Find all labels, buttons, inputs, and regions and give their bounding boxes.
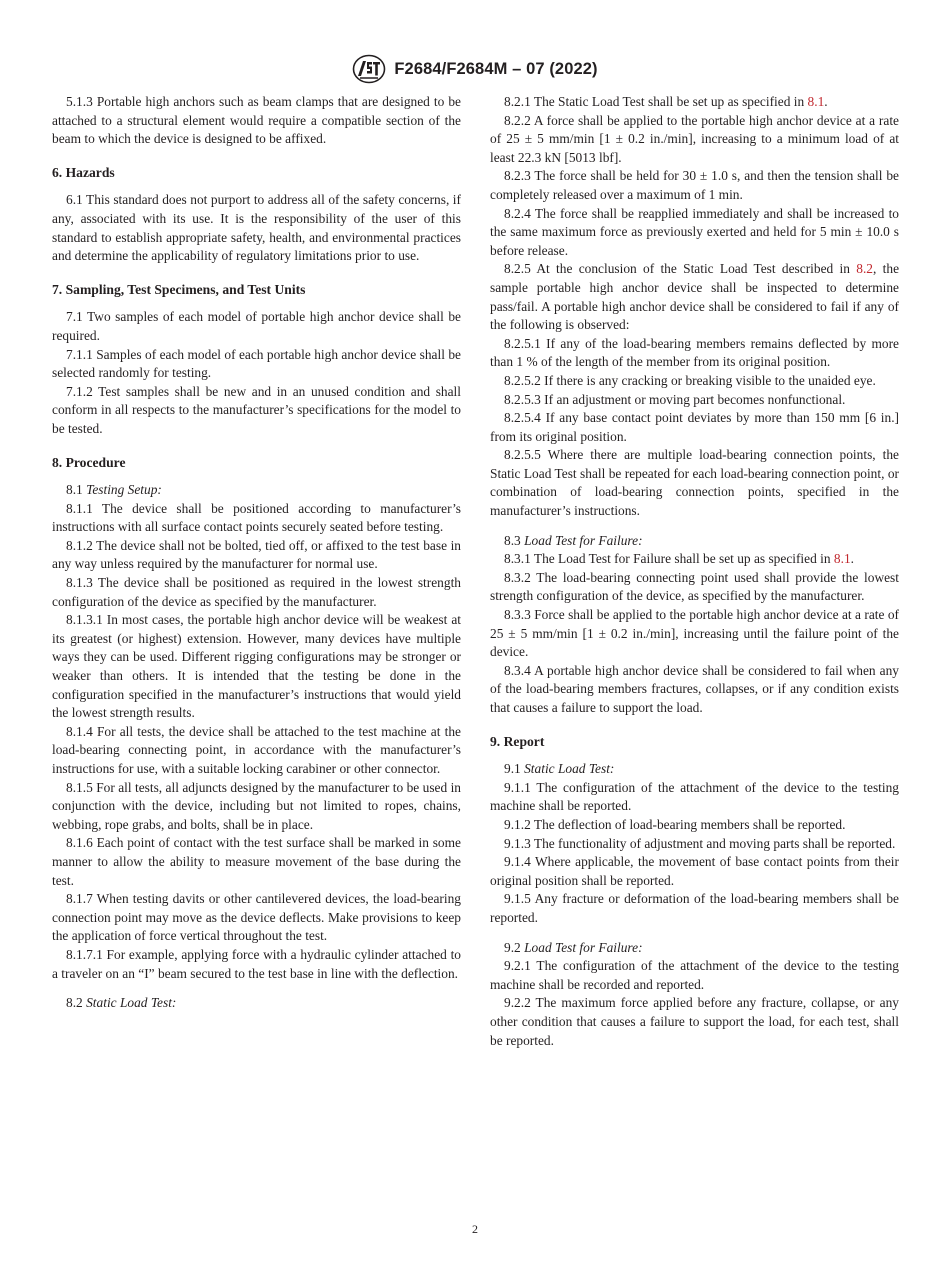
paragraph-8-2-5-1: 8.2.5.1 If any of the load-bearing members remains deflected by more than 1 % of the length of the member from its original position.: [490, 335, 899, 370]
subsection-title: Load Test for Failure:: [524, 532, 643, 548]
paragraph-8-1-2: 8.1.2 The device shall not be bolted, tied off, or affixed to the test base in any way unless required by the manufacturer for normal use.: [52, 537, 461, 572]
paragraph-8-2-1: 8.2.1 The Static Load Test shall be set up as specified in 8.1.: [504, 94, 828, 109]
paragraph-9-2-2: 9.2.2 The maximum force applied before any fracture, collapse, or any other condition that causes a failure to support the load, for each test, shall be reported.: [490, 995, 899, 1048]
subsection-title: Static Load Test:: [86, 995, 177, 1011]
paragraph-8-2-5: 8.2.5 At the conclusion of the Static Load Test described in 8.2, the sample portable high anchor device shall be inspected to determine pass/fail. A portable high anchor device shall be considered to fail if any of the following is observed:: [490, 261, 900, 333]
paragraph-9-1-2: 9.1.2 The deflection of load-bearing members shall be reported.: [504, 816, 846, 832]
paragraph-8-2-5-2: 8.2.5.2 If there is any cracking or breaking visible to the unaided eye.: [504, 372, 876, 388]
subsection-number: 9.2: [504, 939, 521, 955]
paragraph-8-2-4: 8.2.4 The force shall be reapplied immediately and shall be increased to the same maximum force as previously exerted and held for 5 min ± 10.0 s before release.: [490, 205, 899, 258]
paragraph-5-1-3: 5.1.3 Portable high anchors such as beam clamps that are designed to be attached to a structural element would require a compatible section of the beam to which the device is designed to be affixed.: [52, 94, 461, 147]
subsection-title: Static Load Test:: [524, 761, 615, 777]
paragraph-8-1-4: 8.1.4 For all tests, the device shall be attached to the test machine at the load-bearing connecting point, in accordance with the manufacturer’s instructions for use, with a suitable locking carabiner or other connector.: [52, 723, 461, 776]
paragraph-8-2-5-4: 8.2.5.4 If any base contact point deviates by more than 150 mm [6 in.] from its original position.: [490, 410, 899, 444]
section-heading-report: 9. Report: [490, 733, 545, 749]
paragraph-8-2: [52, 994, 461, 1013]
paragraph-8-3: [490, 532, 899, 551]
paragraph-9-1-4: 9.1.4 Where applicable, the movement of base contact points from their original position shall be reported.: [490, 854, 899, 888]
paragraph-7-1-2: 7.1.2 Test samples shall be new and in an unused condition and shall conform in all respects to the manufacturer’s specifications for the model to be tested.: [52, 383, 461, 436]
paragraph-8-1-7-1: 8.1.7.1 For example, applying force with a hydraulic cylinder attached to a traveler on an “I” beam secured to the test base in line with the deflection.: [52, 946, 461, 981]
paragraph-9-2: [490, 939, 899, 958]
cross-reference-link[interactable]: 8.1: [807, 94, 825, 109]
paragraph-8-1: [52, 481, 461, 500]
paragraph-8-3-4: 8.3.4 A portable high anchor device shall be considered to fail when any of the load-bearing members fractures, collapses, or if any condition exists that causes a failure to support the load.: [490, 662, 899, 715]
section-heading-hazards: 6. Hazards: [52, 164, 115, 180]
paragraph-8-1-1: 8.1.1 The device shall be positioned according to manufacturer’s instructions with all surface contact points securely seated before testing.: [52, 500, 461, 535]
cross-reference-link[interactable]: 8.2: [856, 261, 873, 277]
paragraph-8-3-2: 8.3.2 The load-bearing connecting point used shall provide the lowest strength configuration of the device, as specified by the manufacturer.: [490, 569, 899, 604]
paragraph-9-1-3: 9.1.3 The functionality of adjustment and moving parts shall be reported.: [504, 835, 896, 851]
page-header: [0, 54, 950, 89]
cross-reference-link[interactable]: 8.1: [833, 551, 851, 567]
right-column: [490, 93, 899, 1050]
document-designation: F2684/F2684M – 07 (2022): [394, 59, 598, 78]
paragraph-9-1-1: 9.1.1 The configuration of the attachment of the device to the testing machine shall be reported.: [490, 779, 899, 814]
paragraph-8-2-5-3: 8.2.5.3 If an adjustment or moving part becomes nonfunctional.: [504, 391, 846, 407]
subsection-number: 8.1: [66, 482, 83, 498]
paragraph-8-1-3: 8.1.3 The device shall be positioned as required in the lowest strength configuration of the device as specified by the manufacturer.: [52, 575, 461, 609]
paragraph-8-3-3: 8.3.3 Force shall be applied to the portable high anchor device at a rate of 25 ± 5 mm/min [1 ± 0.2 in./min], increasing until the failure point of the device.: [490, 607, 899, 660]
paragraph-8-1-5: 8.1.5 For all tests, all adjuncts designed by the manufacturer to be used in conjunction with the device, including but not limited to ropes, chains, webbing, rope grabs, and bolts, shall be in place.: [52, 779, 461, 832]
paragraph-8-1-6: 8.1.6 Each point of contact with the test surface shall be marked in some manner to allow the ability to measure movement of the base during the test.: [52, 835, 461, 888]
paragraph-9-1: [490, 760, 899, 779]
paragraph-8-3-1: 8.3.1 The Load Test for Failure shall be set up as specified in 8.1.: [504, 551, 855, 567]
subsection-number: 8.2: [66, 995, 83, 1011]
section-heading-procedure: 8. Procedure: [52, 454, 126, 470]
subsection-title: Load Test for Failure:: [524, 939, 643, 955]
astm-logo-icon: [352, 54, 386, 84]
paragraph-8-1-7: 8.1.7 When testing davits or other cantilevered devices, the load-bearing connection point may move as the device deflects. Make provisions to keep the application of force vertical throughout the test.: [52, 891, 461, 944]
paragraph-7-1: 7.1 Two samples of each model of portable high anchor device shall be required.: [52, 309, 461, 343]
subsection-title: Testing Setup:: [86, 482, 162, 498]
paragraph-9-1-5: 9.1.5 Any fracture or deformation of the load-bearing members shall be reported.: [490, 891, 899, 925]
paragraph-8-1-3-1: 8.1.3.1 In most cases, the portable high anchor device will be weakest at its greatest (or highest) extension. However, many devices have multiple ways they can be used. Different rigging configurations may be stronger or weaker than others. It is intended that the testing be done in the configuration specified in the manufacturer’s instructions that would yield the lowest strength results.: [52, 612, 461, 721]
section-heading-sampling: 7. Sampling, Test Specimens, and Test Units: [52, 281, 306, 297]
subsection-number: 8.3: [504, 532, 521, 548]
subsection-number: 9.1: [504, 761, 521, 777]
paragraph-8-2-2: 8.2.2 A force shall be applied to the portable high anchor device at a rate of 25 ± 5 mm/min [1 ± 0.2 in./min], increasing to a minimum load of at least 22.3 kN [5013 lbf].: [490, 112, 899, 165]
paragraph-9-2-1: 9.2.1 The configuration of the attachment of the device to the testing machine shall be recorded and reported.: [490, 958, 899, 992]
paragraph-8-2-5-5: 8.2.5.5 Where there are multiple load-bearing connection points, the Static Load Test shall be repeated for each load-bearing connection point, or combination of load-bearing connection points, specified in the manufacturer’s instructions.: [490, 447, 899, 519]
page-number: 2: [472, 1222, 478, 1236]
left-column: [52, 93, 461, 1013]
paragraph-7-1-1: 7.1.1 Samples of each model of each portable high anchor device shall be selected randomly for testing.: [52, 346, 461, 381]
paragraph-6-1: 6.1 This standard does not purport to address all of the safety concerns, if any, associated with its use. It is the responsibility of the user of this standard to establish appropriate safety, health, and environmental practices and determine the applicability of regulatory limitations prior to use.: [52, 192, 461, 264]
paragraph-8-2-3: 8.2.3 The force shall be held for 30 ± 1.0 s, and then the tension shall be completely released over a maximum of 1 min.: [490, 168, 899, 202]
